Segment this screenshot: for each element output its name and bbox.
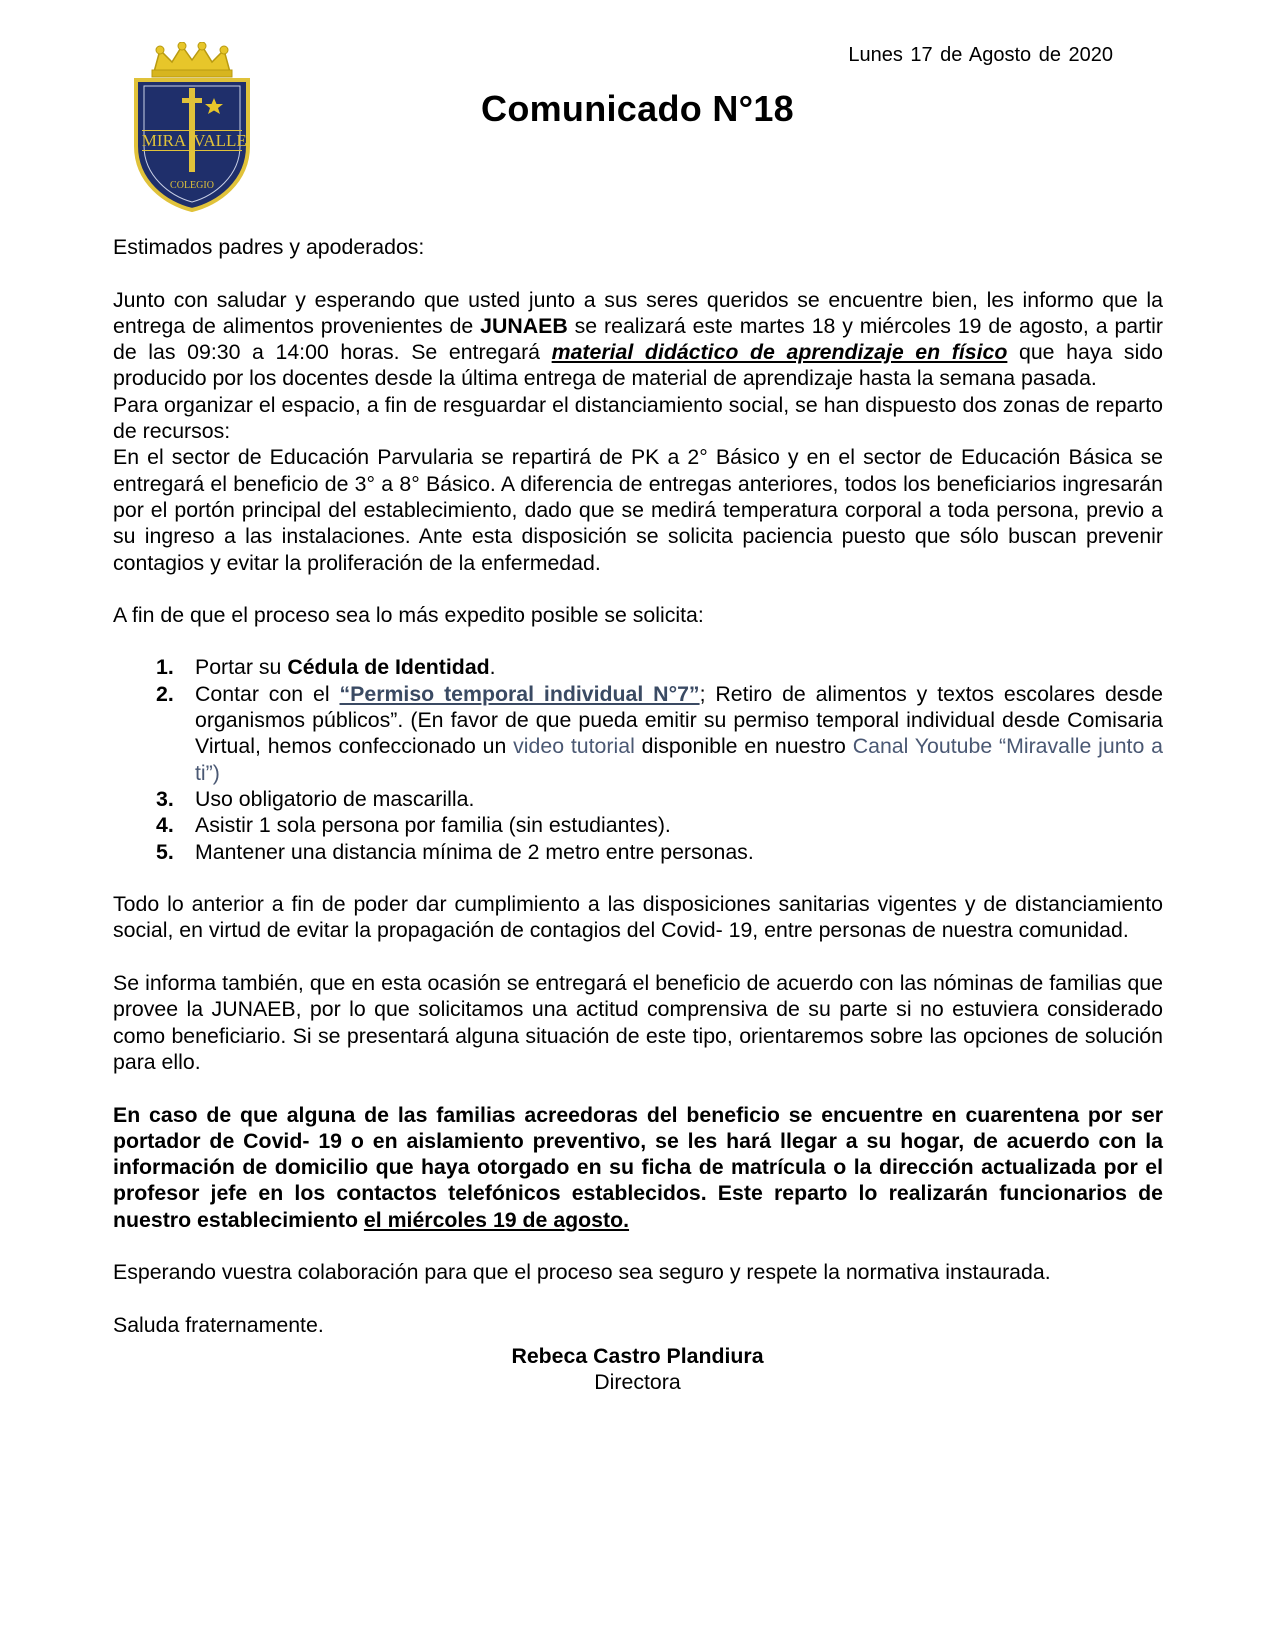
permit-link[interactable]: “Permiso temporal individual N°7” — [339, 681, 700, 706]
document-title: Comunicado N°18 — [481, 88, 794, 129]
paragraph-quarantine — [113, 1102, 1163, 1233]
material-emphasis: material didáctico de aprendizaje en físico — [551, 340, 1008, 365]
list-intro: A fin de que el proceso sea lo más expedito posible se solicita: — [113, 603, 704, 628]
list-item — [113, 786, 1163, 812]
crown-icon — [152, 42, 232, 77]
list-number: 4. — [156, 813, 174, 838]
paragraph-nominas: Se informa también, que en esta ocasión se entregará el beneficio de acuerdo con las nóminas de familias que provee la JUNAEB, por lo que solicitamos una actitud comprensiva de su parte si no estuviera considerado como beneficiario. Si se presentará alguna situación de este tipo, orientaremos sobre las opciones de solución para ello. — [113, 971, 1163, 1074]
list-item — [113, 681, 1163, 786]
paragraph-text: En caso de que alguna de las familias acreedoras del beneficio se encuentre en cuarentena por ser portador de Covid- 19 o en aislamiento preventivo, se les hará llegar a su hogar, de acuerdo con la información de domicilio que haya otorgado en su ficha de matrícula o la dirección actualizada por el profesor jefe en los contactos telefónicos establecidos. Este reparto lo realizarán funcionarios de nuestro establecimiento — [113, 1102, 1163, 1232]
list-number: 1. — [156, 655, 174, 680]
crest-text-right: VALLE — [193, 131, 247, 150]
list-text: ; Retiro de alimentos y textos escolares desde organismos públicos”. (En favor de que pueda emitir su permiso temporal individual desde Comisaria Virtual, hemos confeccionado un — [195, 681, 1163, 759]
signer-role: Directora — [594, 1370, 681, 1395]
signer-name: Rebeca Castro Plandiura — [511, 1344, 764, 1368]
list-text: . — [489, 655, 496, 680]
paragraph-text: se realizará este martes 18 y miércoles 19 de agosto, a partir de las 09:30 a 14:00 horas. Se entregará — [113, 313, 1163, 365]
delivery-date-emphasis: el miércoles 19 de agosto. — [363, 1207, 630, 1232]
list-number: 3. — [156, 786, 174, 811]
paragraph-delivery — [113, 287, 1163, 392]
video-tutorial-link[interactable]: video tutorial — [513, 734, 635, 759]
signature-block — [0, 1343, 1275, 1396]
list-item — [113, 839, 1163, 865]
requirements-list — [113, 654, 1163, 864]
greeting: Estimados padres y apoderados: — [113, 235, 425, 259]
youtube-channel-link[interactable]: Canal Youtube “Miravalle junto a ti”) — [195, 734, 1163, 785]
closing: Saluda fraternamente. — [113, 1312, 324, 1337]
list-text: disponible en nuestro — [634, 734, 853, 759]
paragraph-text: que haya sido producido por los docentes desde la última entrega de material de aprendizaje hasta la semana pasada. — [113, 340, 1163, 391]
paragraph-text: Junto con saludar y esperando que usted junto a sus seres queridos se encuentre bien, les informo que la entrega de alimentos provenientes de — [113, 287, 1163, 338]
list-text: Contar con el — [195, 681, 340, 706]
crest-text-bottom: COLEGIO — [170, 180, 214, 191]
list-text: Uso obligatorio de mascarilla. — [195, 786, 475, 811]
list-text: Mantener una distancia mínima de 2 metro entre personas. — [195, 839, 754, 864]
document-date: Lunes 17 de Agosto de 2020 — [848, 44, 1113, 66]
list-number: 5. — [156, 839, 174, 864]
junaeb-bold: JUNAEB — [480, 313, 568, 338]
list-text: Portar su — [195, 655, 288, 680]
list-item — [113, 654, 1163, 680]
paragraph-collaboration: Esperando vuestra colaboración para que el proceso sea seguro y respete la normativa instaurada. — [113, 1260, 1051, 1285]
paragraph-sectors: En el sector de Educación Parvularia se repartirá de PK a 2° Básico y en el sector de Educación Básica se entregará el beneficio de 3° a 8° Básico. A diferencia de entregas anteriores, todos los beneficiarios ingresarán por el portón principal del establecimiento, dado que se medirá temperatura corporal a toda persona, previo a su ingreso a las instalaciones. Ante esta disposición se solicita paciencia puesto que sólo buscan prevenir contagios y evitar la proliferación de la enfermedad. — [113, 445, 1163, 575]
list-number: 2. — [156, 681, 174, 706]
crest-text-left: MIRA — [141, 131, 187, 150]
id-card-bold: Cédula de Identidad — [287, 655, 490, 680]
document-body — [113, 234, 1163, 1338]
list-text: Asistir 1 sola persona por familia (sin estudiantes). — [195, 813, 671, 838]
paragraph-compliance: Todo lo anterior a fin de poder dar cumplimiento a las disposiciones sanitarias vigentes y de distanciamiento social, en virtud de evitar la propagación de contagios del Covid- 19, entre personas de nuestra comunidad. — [113, 892, 1163, 943]
paragraph-zones: Para organizar el espacio, a fin de resguardar el distanciamiento social, se han dispuesto dos zonas de reparto de recursos: — [113, 392, 1163, 444]
list-item — [113, 812, 1163, 838]
